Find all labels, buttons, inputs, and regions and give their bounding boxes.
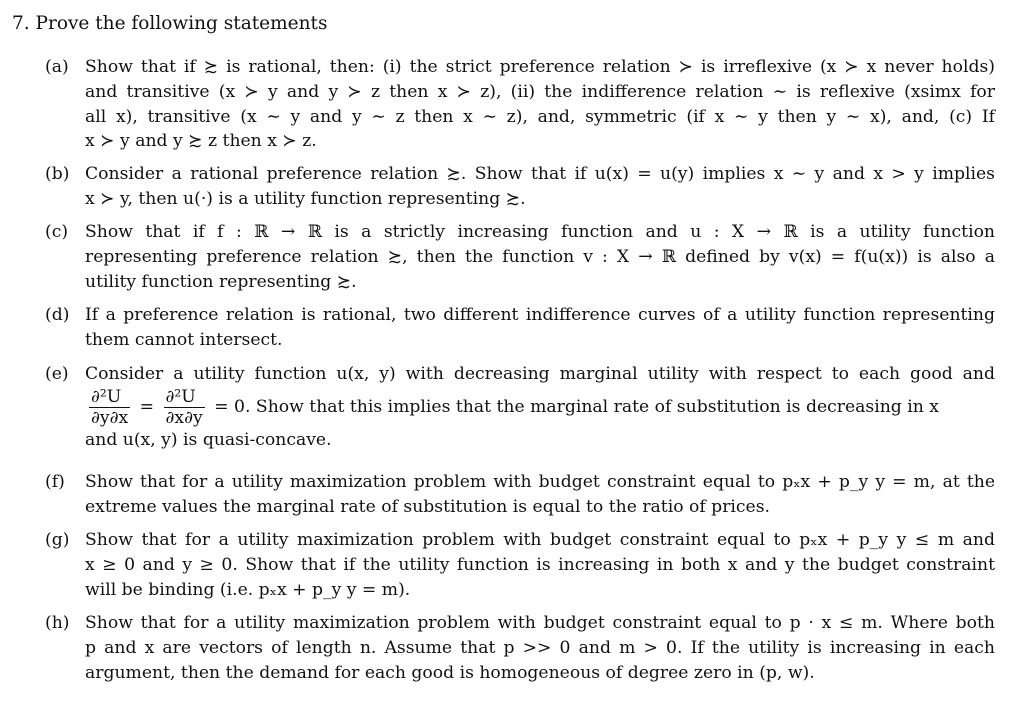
statement-d	[45, 303, 995, 353]
equals-sign: =	[139, 396, 155, 417]
statement-h	[45, 611, 995, 685]
item-label: (h)	[45, 613, 70, 633]
statement-line: Show that for a utility maximization problem with budget constraint equal to p · x ≤ m. Where both	[85, 613, 995, 633]
statement-line: utility function representing ≿.	[85, 271, 357, 292]
item-label: (c)	[45, 222, 69, 242]
statement-f	[45, 470, 995, 520]
fraction-numerator: ∂²U	[164, 387, 205, 408]
statement-line: all x), transitive (x ∼ y and y ∼ z then x ∼ z), and, symmetric (if x ∼ y then y ∼ x), and, (c) If	[85, 106, 995, 127]
statement-c	[45, 220, 995, 294]
statement-g	[45, 528, 995, 602]
statement-line: and transitive (x ≻ y and y ≻ z then x ≻ z), (ii) the indifference relation ∼ is reflexive (xsimx for	[85, 81, 995, 102]
item-label: (a)	[45, 57, 69, 77]
statement-line: x ≥ 0 and y ≥ 0. Show that if the utility function is increasing in both x and y the budget constraint	[85, 554, 995, 575]
statement-line: and u(x, y) is quasi-concave.	[85, 429, 332, 450]
equation-line	[85, 387, 995, 428]
statement-line: representing preference relation ≿, then the function v : X → ℝ defined by v(x) = f(u(x)) is also a	[85, 246, 995, 267]
statement-line: Show that if ≿ is rational, then: (i) the strict preference relation ≻ is irreflexive (x ≻ x never holds)	[85, 57, 995, 77]
equation-text: = 0. Show that this implies that the marginal rate of substitution is decreasing in x	[214, 396, 939, 417]
statement-line: will be binding (i.e. pₓx + p_y y = m).	[85, 579, 411, 600]
statement-line: extreme values the marginal rate of substitution is equal to the ratio of prices.	[85, 496, 770, 517]
statement-line: If a preference relation is rational, two different indifference curves of a utility function representing	[85, 305, 995, 325]
item-label: (g)	[45, 530, 70, 550]
statement-line: x ≻ y and y ≿ z then x ≻ z.	[85, 131, 317, 152]
statement-b	[45, 162, 995, 212]
item-label: (e)	[45, 364, 69, 384]
statement-line: argument, then the demand for each good is homogeneous of degree zero in (p, w).	[85, 662, 815, 683]
statement-line: x ≻ y, then u(·) is a utility function representing ≿.	[85, 188, 526, 209]
statement-a	[45, 55, 995, 154]
fraction-denominator: ∂x∂y	[165, 407, 203, 428]
statement-line: Show that if f : ℝ → ℝ is a strictly increasing function and u : X → ℝ is a utility function	[85, 222, 995, 242]
statement-line: Consider a rational preference relation ≿. Show that if u(x) = u(y) implies x ∼ y and x > y implies	[85, 164, 995, 184]
item-label: (d)	[45, 305, 70, 325]
partial-fraction	[89, 387, 130, 428]
fraction-denominator: ∂y∂x	[91, 407, 129, 428]
item-label: (f)	[45, 472, 65, 492]
item-label: (b)	[45, 164, 70, 184]
statement-line: Show that for a utility maximization problem with budget constraint equal to pₓx + p_y y ≤ m and	[85, 530, 995, 550]
fraction-numerator: ∂²U	[89, 387, 130, 408]
partial-fraction	[164, 387, 205, 428]
statement-line: Consider a utility function u(x, y) with decreasing marginal utility with respect to each good and	[85, 364, 995, 384]
statement-line: them cannot intersect.	[85, 329, 283, 350]
statement-line: Show that for a utility maximization problem with budget constraint equal to pₓx + p_y y = m, at the	[85, 472, 995, 492]
statement-e	[45, 362, 995, 453]
problem-heading: 7. Prove the following statements	[12, 13, 328, 34]
statement-line: p and x are vectors of length n. Assume that p >> 0 and m > 0. If the utility is increasing in each	[85, 637, 995, 658]
